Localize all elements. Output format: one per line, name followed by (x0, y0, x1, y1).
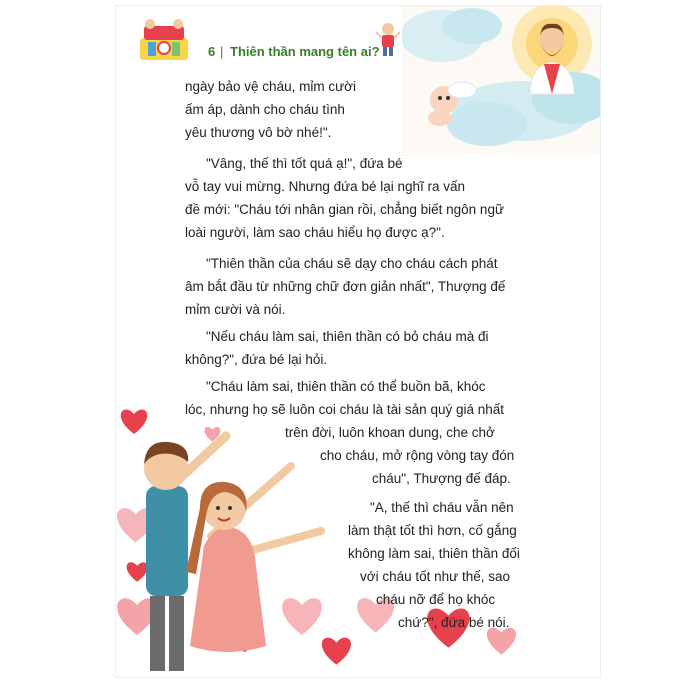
text-line: cho cháu, mở rộng vòng tay đón (320, 448, 515, 463)
text-line: với cháu tốt như thế, sao (360, 569, 510, 584)
text-line: "Thiên thần của cháu sẽ dạy cho cháu cách phát (206, 256, 498, 271)
text-line: "Nếu cháu làm sai, thiên thần có bỏ cháu mà đi (206, 329, 489, 344)
text-line: "Vâng, thế thì tốt quá ạ!", đứa bé (206, 156, 403, 171)
text-line: âm bắt đầu từ những chữ đơn giản nhất", Thượng đế (185, 279, 506, 294)
text-line: cháu nỡ để họ khóc (376, 592, 496, 607)
book-page (116, 6, 600, 677)
text-line: mỉm cười và nói. (185, 302, 286, 317)
text-line: ngày bảo vệ cháu, mỉm cười (185, 79, 356, 94)
chapter-title: Thiên thần mang tên ai? (230, 44, 380, 59)
header-separator: | (220, 44, 224, 59)
text-line: "Cháu làm sai, thiên thần có thể buồn bã, khóc (206, 379, 486, 394)
text-line: không?", đứa bé lại hỏi. (185, 352, 328, 367)
text-line: không làm sai, thiên thần đối (348, 546, 520, 561)
text-line: đề mới: "Cháu tới nhân gian rồi, chẳng biết ngôn ngữ (185, 202, 504, 217)
text-line: loài người, làm sao cháu hiểu họ được ạ?". (185, 225, 445, 240)
text-line: vỗ tay vui mừng. Nhưng đứa bé lại nghĩ ra vấn (185, 179, 466, 194)
text-line: ấm áp, dành cho cháu tình (185, 102, 345, 117)
text-line: trên đời, luôn khoan dung, che chở (285, 425, 495, 440)
story-text (116, 6, 600, 677)
text-line: "A, thế thì cháu vẫn nên (370, 500, 514, 515)
text-line: chứ?", đứa bé nói. (398, 615, 510, 630)
text-line: cháu", Thượng đế đáp. (372, 471, 511, 486)
page-number: 6 (208, 44, 216, 59)
text-line: lóc, nhưng họ sẽ luôn coi cháu là tài sản quý giá nhất (185, 402, 505, 417)
text-line: làm thật tốt thì hơn, cố gắng (348, 523, 517, 538)
text-line: yêu thương vô bờ nhé!". (185, 125, 332, 140)
